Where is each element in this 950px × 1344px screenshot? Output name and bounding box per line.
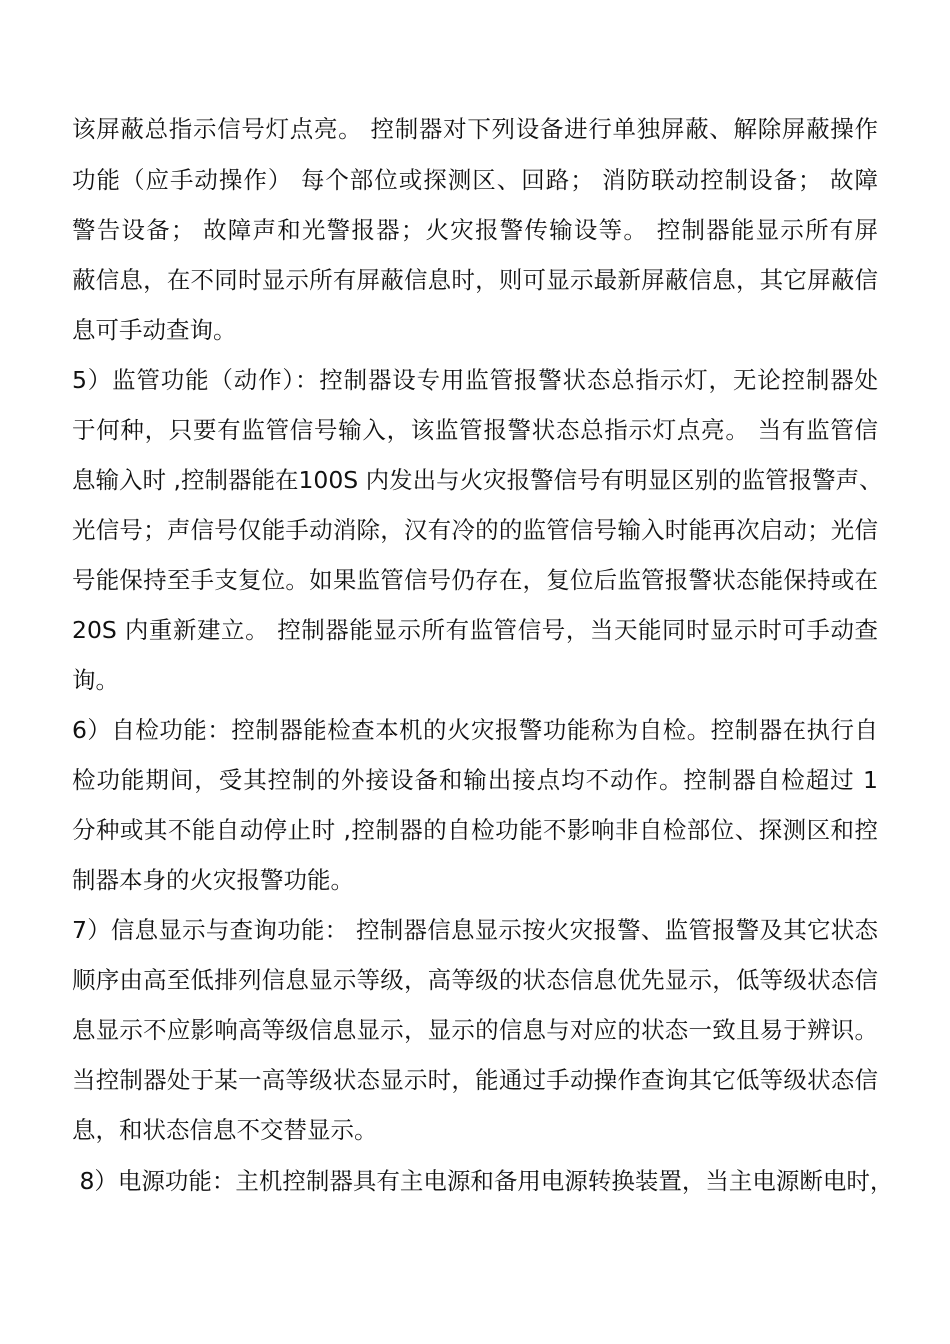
text-line: 询。 [72,666,119,694]
text-line: 当控制器处于某一高等级状态显示时，能通过手动操作查询其它低等级状态信 [72,1066,878,1094]
text-line: 息输入时 ,控制器能在100S 内发出与火灾报警信号有明显区别的监管报警声、 [72,466,883,494]
text-line: 20S 内重新建立。 控制器能显示所有监管信号，当天能同时显示时可手动查 [72,616,878,644]
text-line: 息，和状态信息不交替显示。 [72,1116,378,1144]
text-line: 7）信息显示与查询功能： 控制器信息显示按火灾报警、监管报警及其它状态 [72,916,878,944]
text-line: 功能（应手动操作） 每个部位或探测区、回路； 消防联动控制设备； 故障 [72,166,878,194]
text-line: 警告设备； 故障声和光警报器；火灾报警传输设等。 控制器能显示所有屏 [72,216,878,244]
text-line: 号能保持至手支复位。如果监管信号仍存在，复位后监管报警状态能保持或在 [72,566,878,594]
text-line: 6）自检功能：控制器能检查本机的火灾报警功能称为自检。控制器在执行自 [72,716,878,744]
text-line: 光信号；声信号仅能手动消除，汉有冷的的监管信号输入时能再次启动；光信 [72,516,878,544]
text-line: 蔽信息，在不同时显示所有屏蔽信息时，则可显示最新屏蔽信息，其它屏蔽信 [72,266,878,294]
text-line: 息可手动查询。 [72,316,237,344]
text-line: 息显示不应影响高等级信息显示，显示的信息与对应的状态一致且易于辨识。 [72,1016,878,1044]
text-line: 顺序由高至低排列信息显示等级，高等级的状态信息优先显示，低等级状态信 [72,966,878,994]
text-line: 8）电源功能：主机控制器具有主电源和备用电源转换装置，当主电源断电时， [72,1167,894,1195]
text-line: 5）监管功能（动作）：控制器设专用监管报警状态总指示灯，无论控制器处 [72,366,878,394]
text-line: 分种或其不能自动停止时 ,控制器的自检功能不影响非自检部位、探测区和控 [72,816,878,844]
text-line: 该屏蔽总指示信号灯点亮。 控制器对下列设备进行单独屏蔽、解除屏蔽操作 [72,115,878,143]
text-line: 于何种，只要有监管信号输入，该监管报警状态总指示灯点亮。 当有监管信 [72,416,878,444]
text-line: 检功能期间，受其控制的外接设备和输出接点均不动作。控制器自检超过 1 [72,766,878,794]
text-line: 制器本身的火灾报警功能。 [72,866,354,894]
